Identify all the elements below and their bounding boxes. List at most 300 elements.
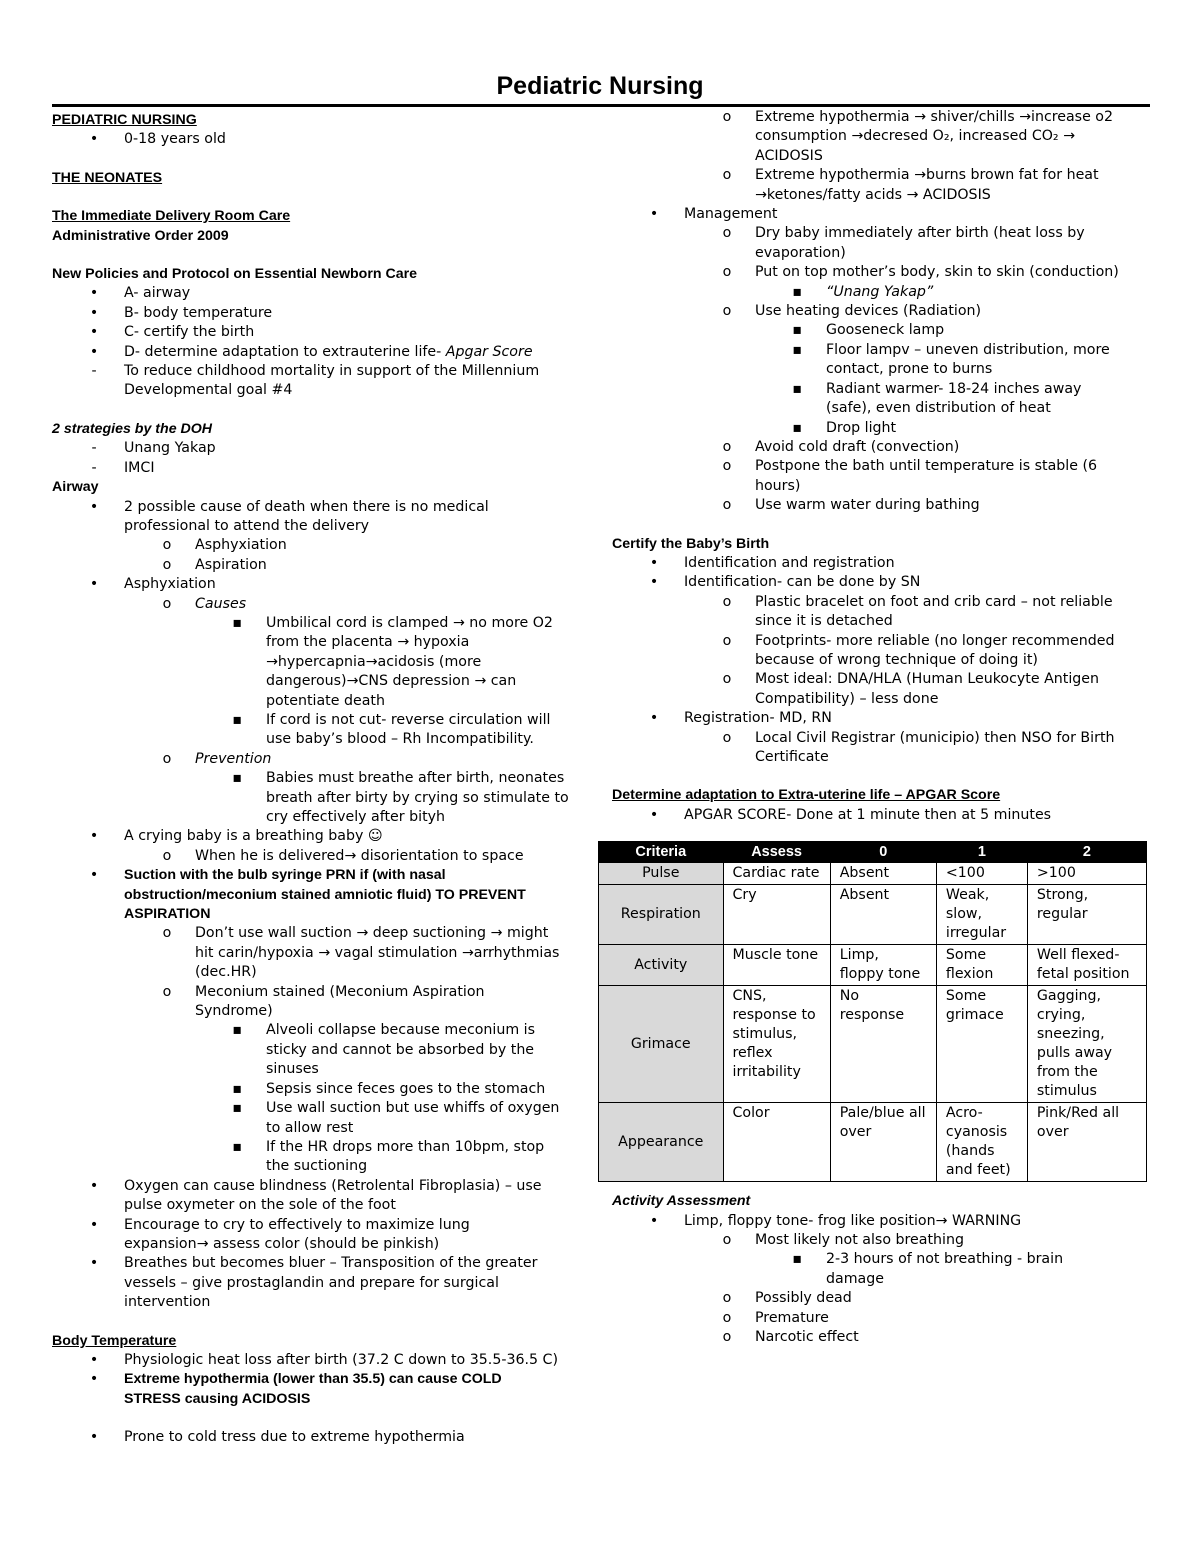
list-item — [52, 595, 592, 614]
line-text: Most ideal: DNA/HLA (Human Leukocyte Antigen — [755, 671, 1100, 688]
bullet-marker: o — [722, 671, 732, 688]
line-text: Suction with the bulb syringe PRN if (with nasal — [124, 867, 446, 884]
apgar-cell: Muscle tone — [723, 945, 830, 986]
bullet-marker: o — [722, 1309, 732, 1326]
italic-text: Apgar Score — [445, 343, 533, 360]
line-text: Body Temperature — [52, 1332, 177, 1349]
bullet-marker: o — [722, 632, 732, 649]
list-item — [612, 1328, 1157, 1347]
bullet-marker: • — [89, 1429, 99, 1446]
list-item — [612, 419, 1157, 438]
bullet-marker: o — [162, 983, 172, 1000]
bullet-marker: ▪ — [792, 419, 802, 436]
apgar-criteria-cell: Appearance — [599, 1103, 724, 1182]
bullet-marker: • — [649, 574, 659, 591]
line-text: Put on top mother’s body, skin to skin (conduction) — [755, 264, 1119, 281]
list-item — [52, 1041, 592, 1060]
line-text: A- airway — [124, 285, 191, 302]
list-item — [52, 1080, 592, 1099]
apgar-cell: Cardiac rate — [723, 863, 830, 885]
list-item — [612, 1250, 1157, 1269]
right-column-top-text — [612, 108, 1157, 825]
list-item — [52, 924, 592, 943]
bullet-marker: ▪ — [792, 1251, 802, 1268]
list-item — [612, 166, 1157, 185]
line-text: Extreme hypothermia →burns brown fat for heat — [755, 167, 1099, 184]
table-row — [599, 863, 1147, 885]
list-item — [52, 1370, 592, 1389]
line-text: damage — [826, 1270, 884, 1287]
blank-line — [52, 246, 592, 265]
title-rule — [52, 104, 1150, 107]
list-item — [52, 1216, 592, 1235]
line-text: because of wrong technique of doing it) — [755, 651, 1038, 668]
list-item — [52, 711, 592, 730]
bullet-marker: o — [722, 1329, 732, 1346]
list-item — [52, 362, 592, 381]
list-item — [52, 944, 592, 963]
list-item — [52, 323, 592, 342]
bullet-marker: • — [89, 131, 99, 148]
list-item — [612, 554, 1157, 573]
list-item — [52, 1293, 592, 1312]
line-text: Syndrome) — [195, 1003, 273, 1020]
apgar-header-cell: 2 — [1027, 842, 1146, 863]
bullet-marker: ▪ — [232, 770, 242, 787]
list-item — [52, 730, 592, 749]
blank-line — [612, 767, 1157, 786]
list-item — [612, 670, 1157, 689]
bullet-marker: • — [649, 806, 659, 823]
line-text: cry effectively after bityh — [266, 809, 446, 825]
bullet-marker: • — [89, 285, 99, 302]
bullet-marker: ▪ — [232, 711, 242, 728]
list-item — [612, 147, 1157, 166]
list-item — [612, 477, 1157, 496]
line-text: Radiant warmer- 18-24 inches away — [826, 380, 1082, 397]
blank-line — [52, 1409, 592, 1428]
line-text: Asphyxiation — [195, 537, 287, 554]
line-text: Encourage to cry to effectively to maximize lung — [124, 1216, 470, 1233]
list-item — [52, 1390, 592, 1409]
bullet-marker: • — [89, 343, 99, 360]
line-text: Local Civil Registrar (municipio) then NSO for Birth — [755, 729, 1115, 746]
line-text: sinuses — [266, 1061, 319, 1078]
bullet-marker: • — [89, 828, 99, 845]
line-text: To reduce childhood mortality in support of the Millennium — [124, 363, 540, 380]
line-text: Use heating devices (Radiation) — [755, 303, 982, 320]
bullet-marker: o — [722, 497, 732, 514]
list-item — [52, 556, 592, 575]
apgar-cell: Some grimace — [936, 986, 1027, 1103]
bullet-marker: ▪ — [792, 283, 802, 300]
section-heading — [52, 111, 592, 130]
line-text: “Unang Yakap” — [826, 283, 934, 300]
list-item — [52, 1157, 592, 1176]
line-text: →ketones/fatty acids → ACIDOSIS — [755, 186, 991, 203]
apgar-criteria-cell: Respiration — [599, 885, 724, 945]
apgar-criteria-cell: Grimace — [599, 986, 724, 1103]
bullet-marker: o — [722, 167, 732, 184]
bullet-marker: ▪ — [792, 322, 802, 339]
list-item — [52, 304, 592, 323]
list-item — [612, 748, 1157, 767]
list-item — [612, 360, 1157, 379]
bullet-marker: • — [89, 1216, 99, 1233]
apgar-cell: Absent — [830, 885, 936, 945]
line-text: Gooseneck lamp — [826, 322, 945, 339]
line-text: intervention — [124, 1294, 211, 1311]
line-text: Activity Assessment — [612, 1193, 751, 1210]
apgar-cell: Acro-cyanosis (hands and feet) — [936, 1103, 1027, 1182]
line-text: hit carin/hypoxia → vagal stimulation →arrhythmias — [195, 944, 560, 961]
section-heading — [52, 478, 592, 497]
blank-line — [52, 188, 592, 207]
line-text: Compatibility) – less done — [755, 690, 939, 707]
line-text: Avoid cold draft (convection) — [755, 438, 960, 455]
section-heading — [52, 265, 592, 284]
bullet-marker: • — [89, 1177, 99, 1194]
line-text: use baby’s blood – Rh Incompatibility. — [266, 731, 534, 748]
line-text: →hypercapnia→acidosis (more — [266, 653, 482, 670]
line-text: Narcotic effect — [755, 1329, 859, 1346]
section-heading — [52, 1332, 592, 1351]
line-text: Aspiration — [195, 556, 267, 573]
line-text: 2 possible cause of death when there is no medical — [124, 498, 489, 515]
apgar-cell: Cry — [723, 885, 830, 945]
blank-line — [52, 1313, 592, 1332]
section-heading — [612, 1192, 1157, 1211]
list-item — [612, 438, 1157, 457]
apgar-header-cell: 1 — [936, 842, 1027, 863]
list-item — [52, 536, 592, 555]
list-item — [612, 573, 1157, 592]
list-item — [612, 651, 1157, 670]
list-item — [52, 1060, 592, 1079]
list-item — [612, 127, 1157, 146]
apgar-cell: Strong, regular — [1027, 885, 1146, 945]
bullet-marker: - — [91, 440, 97, 457]
right-column — [612, 108, 1157, 1347]
list-item — [612, 399, 1157, 418]
line-text: Certify the Baby’s Birth — [612, 535, 770, 552]
apgar-cell: Pale/blue all over — [830, 1103, 936, 1182]
table-row — [599, 1103, 1147, 1182]
line-text: Don’t use wall suction → deep suctioning → might — [195, 925, 549, 942]
line-text: New Policies and Protocol on Essential Newborn Care — [52, 266, 418, 283]
list-item — [612, 632, 1157, 651]
line-text: Alveoli collapse because meconium is — [266, 1022, 536, 1039]
section-heading — [52, 420, 592, 439]
line-text: Floor lampv – uneven distribution, more — [826, 341, 1110, 358]
bullet-marker: ▪ — [232, 1022, 242, 1039]
line-text: Meconium stained (Meconium Aspiration — [195, 983, 485, 1000]
table-row — [599, 945, 1147, 986]
line-text: STRESS causing ACIDOSIS — [124, 1390, 311, 1407]
list-item — [52, 653, 592, 672]
bullet-marker: o — [722, 225, 732, 242]
line-text: Identification and registration — [684, 554, 895, 571]
line-text: (safe), even distribution of heat — [826, 400, 1051, 417]
list-item — [52, 633, 592, 652]
bullet-marker: o — [162, 847, 172, 864]
line-text: THE NEONATES — [52, 169, 163, 186]
apgar-cell: Color — [723, 1103, 830, 1182]
line-text: 2-3 hours of not breathing - brain — [826, 1251, 1064, 1268]
line-text: Use warm water during bathing — [755, 497, 980, 514]
line-text: Umbilical cord is clamped → no more O2 — [266, 614, 553, 631]
apgar-cell: >100 — [1027, 863, 1146, 885]
line-text: If the HR drops more than 10bpm, stop — [266, 1138, 545, 1155]
bullet-marker: o — [722, 303, 732, 320]
line-text: D- determine adaptation to extrauterine life- — [124, 343, 446, 360]
list-item — [612, 302, 1157, 321]
list-item — [612, 457, 1157, 476]
bullet-marker: • — [89, 576, 99, 593]
list-item — [612, 729, 1157, 748]
line-text: When he is delivered→ disorientation to space — [195, 847, 524, 864]
line-text: Registration- MD, RN — [684, 710, 832, 727]
line-text: expansion→ assess color (should be pinkish) — [124, 1235, 440, 1252]
table-row — [599, 986, 1147, 1103]
line-text: Developmental goal #4 — [124, 382, 293, 399]
list-item — [52, 439, 592, 458]
line-text: the suctioning — [266, 1158, 368, 1175]
line-text: Extreme hypothermia → shiver/chills →increase o2 — [755, 109, 1114, 125]
list-item — [612, 806, 1157, 825]
list-item — [612, 205, 1157, 224]
blank-line — [612, 516, 1157, 535]
line-text: PEDIATRIC NURSING — [52, 112, 197, 128]
apgar-cell: Gagging, crying, sneezing, pulls away from the stimulus — [1027, 986, 1146, 1103]
line-text: B- body temperature — [124, 304, 273, 321]
apgar-cell: Limp, floppy tone — [830, 945, 936, 986]
list-item — [612, 496, 1157, 515]
apgar-cell: <100 — [936, 863, 1027, 885]
list-item — [52, 1002, 592, 1021]
list-item — [52, 963, 592, 982]
list-item — [52, 381, 592, 400]
list-item — [612, 1212, 1157, 1231]
apgar-cell: Weak, slow, irregular — [936, 885, 1027, 945]
blank-line — [52, 150, 592, 169]
line-text: Footprints- more reliable (no longer recommended — [755, 632, 1115, 649]
line-text: breath after birty by crying so stimulate to — [266, 789, 569, 806]
bullet-marker: o — [722, 1290, 732, 1307]
list-item — [52, 983, 592, 1002]
apgar-cell: Well flexed- fetal position — [1027, 945, 1146, 986]
bullet-marker: o — [722, 438, 732, 455]
line-text: since it is detached — [755, 613, 893, 630]
list-item — [612, 108, 1157, 127]
line-text: (dec.HR) — [195, 964, 257, 981]
bullet-marker: o — [162, 537, 172, 554]
section-heading — [52, 207, 592, 226]
section-heading — [612, 535, 1157, 554]
list-item — [612, 341, 1157, 360]
bullet-marker: - — [91, 459, 97, 476]
list-item — [52, 284, 592, 303]
table-row — [599, 885, 1147, 945]
list-item — [612, 283, 1157, 302]
bullet-marker: • — [649, 554, 659, 571]
blank-line — [52, 401, 592, 420]
list-item — [612, 321, 1157, 340]
line-text: potentiate death — [266, 692, 385, 709]
bullet-marker: o — [162, 556, 172, 573]
apgar-table-header — [599, 842, 1147, 863]
activity-assessment-section — [612, 1192, 1157, 1347]
list-item — [52, 808, 592, 827]
line-text: professional to attend the delivery — [124, 517, 370, 534]
bullet-marker: o — [162, 595, 172, 612]
line-text: Identification- can be done by SN — [684, 574, 921, 591]
list-item — [612, 709, 1157, 728]
line-text: Postpone the bath until temperature is stable (6 — [755, 458, 1098, 475]
line-text: Possibly dead — [755, 1290, 852, 1307]
line-text: Most likely not also breathing — [755, 1232, 964, 1249]
line-text: vessels – give prostaglandin and prepare for surgical — [124, 1274, 499, 1291]
line-text: If cord is not cut- reverse circulation will — [266, 711, 551, 728]
list-item — [52, 769, 592, 788]
line-text: sticky and cannot be absorbed by the — [266, 1041, 535, 1058]
list-item — [52, 847, 592, 866]
line-text: A crying baby is a breathing baby ☺ — [124, 828, 383, 845]
line-text: Limp, floppy tone- frog like position→ WARNING — [684, 1212, 1022, 1229]
bullet-marker: o — [722, 593, 732, 610]
list-item — [52, 1235, 592, 1254]
line-text: hours) — [755, 477, 801, 494]
bullet-marker: o — [722, 729, 732, 746]
bullet-marker: o — [162, 925, 172, 942]
list-item — [52, 905, 592, 924]
line-text: Administrative Order 2009 — [52, 227, 229, 244]
list-item — [52, 866, 592, 885]
line-text: The Immediate Delivery Room Care — [52, 208, 291, 225]
line-text: Dry baby immediately after birth (heat loss by — [755, 225, 1085, 242]
line-text: Determine adaptation to Extra-uterine life – APGAR Score — [612, 787, 1001, 804]
bullet-marker: o — [722, 109, 732, 125]
bullet-marker: ▪ — [232, 1138, 242, 1155]
line-text: consumption →decresed O₂, increased CO₂ → — [755, 128, 1076, 145]
section-heading — [52, 169, 592, 188]
list-item — [52, 1138, 592, 1157]
list-item — [612, 690, 1157, 709]
list-item — [612, 380, 1157, 399]
bullet-marker: - — [91, 363, 97, 380]
apgar-criteria-cell: Activity — [599, 945, 724, 986]
line-text: dangerous)→CNS depression → can — [266, 673, 517, 690]
line-text: pulse oxymeter on the sole of the foot — [124, 1197, 396, 1214]
page-title: Pediatric Nursing — [496, 72, 704, 100]
line-text: Certificate — [755, 749, 829, 765]
list-item — [612, 1231, 1157, 1250]
line-text: Breathes but becomes bluer – Transposition of the greater — [124, 1255, 538, 1272]
line-text: Asphyxiation — [124, 576, 216, 593]
list-item — [52, 1119, 592, 1138]
line-text: Prevention — [195, 750, 272, 767]
list-item — [52, 1254, 592, 1273]
line-text: evaporation) — [755, 244, 846, 261]
line-text: 0-18 years old — [124, 131, 226, 148]
line-text: Physiologic heat loss after birth (37.2 C down to 35.5-36.5 C) — [124, 1351, 559, 1368]
list-item — [612, 263, 1157, 282]
list-item — [52, 750, 592, 769]
list-item — [52, 672, 592, 691]
list-item — [52, 130, 592, 149]
list-item — [612, 1289, 1157, 1308]
list-item — [52, 1428, 592, 1447]
list-item — [52, 459, 592, 478]
line-text: ASPIRATION — [124, 906, 211, 923]
list-item — [612, 244, 1157, 263]
list-item — [52, 1196, 592, 1215]
bullet-marker: ▪ — [232, 1080, 242, 1097]
line-text: Unang Yakap — [124, 440, 216, 457]
section-heading — [612, 786, 1157, 805]
line-text: from the placenta → hypoxia — [266, 634, 470, 651]
left-column — [52, 111, 592, 1448]
bullet-marker: • — [649, 710, 659, 727]
apgar-cell: Pink/Red all over — [1027, 1103, 1146, 1182]
bullet-marker: • — [89, 324, 99, 341]
bullet-marker: • — [89, 1255, 99, 1272]
line-text: Premature — [755, 1309, 829, 1326]
apgar-header-cell: 0 — [830, 842, 936, 863]
apgar-score-table — [598, 841, 1147, 1182]
list-item — [52, 575, 592, 594]
line-text: ACIDOSIS — [755, 147, 823, 164]
list-item — [52, 498, 592, 517]
line-text: Sepsis since feces goes to the stomach — [266, 1080, 546, 1097]
line-text: C- certify the birth — [124, 324, 255, 341]
line-text: Causes — [195, 595, 247, 612]
list-item — [52, 789, 592, 808]
line-text: Drop light — [826, 419, 897, 436]
list-item — [612, 593, 1157, 612]
line-text: contact, prone to burns — [826, 361, 993, 378]
line-text: 2 strategies by the DOH — [52, 420, 213, 437]
bullet-marker: o — [722, 264, 732, 281]
line-text: obstruction/meconium stained amniotic fluid) TO PREVENT — [124, 886, 526, 903]
bullet-marker: • — [89, 867, 99, 884]
bullet-marker: • — [89, 1351, 99, 1368]
list-item — [52, 1351, 592, 1370]
list-item — [52, 1177, 592, 1196]
apgar-criteria-cell: Pulse — [599, 863, 724, 885]
line-text: APGAR SCORE- Done at 1 minute then at 5 minutes — [684, 806, 1052, 823]
list-item — [612, 224, 1157, 243]
line-text: Use wall suction but use whiffs of oxygen — [266, 1100, 560, 1117]
apgar-header-cell: Assess — [723, 842, 830, 863]
apgar-cell: CNS, response to stimulus, reflex irritability — [723, 986, 830, 1103]
bullet-marker: ▪ — [792, 341, 802, 358]
list-item — [52, 614, 592, 633]
list-item — [52, 827, 592, 846]
list-item — [52, 517, 592, 536]
line-text: Plastic bracelet on foot and crib card – not reliable — [755, 593, 1113, 610]
line-text: Extreme hypothermia (lower than 35.5) can cause COLD — [124, 1371, 502, 1388]
apgar-header-cell: Criteria — [599, 842, 724, 863]
list-item — [612, 612, 1157, 631]
line-text: Babies must breathe after birth, neonates — [266, 770, 565, 787]
bullet-marker: o — [722, 1232, 732, 1249]
section-heading — [52, 227, 592, 246]
line-text: Oxygen can cause blindness (Retrolental Fibroplasia) – use — [124, 1177, 542, 1194]
bullet-marker: • — [89, 304, 99, 321]
bullet-marker: • — [649, 1212, 659, 1229]
line-text: IMCI — [124, 459, 155, 476]
